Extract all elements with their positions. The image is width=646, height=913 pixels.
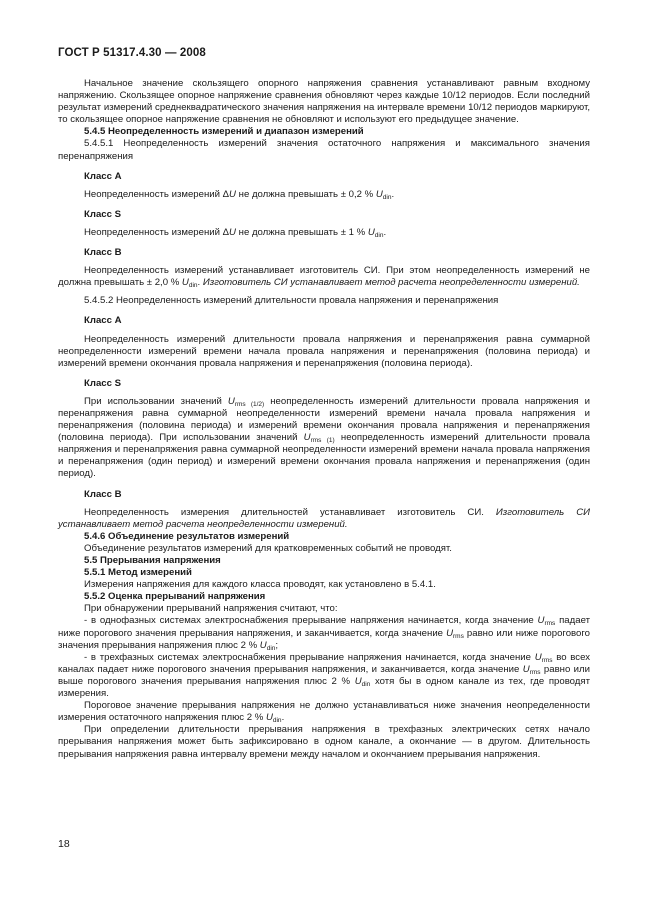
page-content	[58, 78, 590, 761]
paragraph-sliding-reference: Начальное значение скользящего опорного напряжения сравнения устанавливают равным входному напряжению. Скользящее опорное напряжение сравнения обновляют через каждые 10/12 периодов. Если последний результат измерений среднеквадратического значения напряжения на интервале времени 10/12 периодов маркируют, то скользящее опорное напряжение сравнения не обновляют и используют его предыдущее значение.	[58, 78, 590, 126]
section-heading-5-5-2: 5.5.2 Оценка прерываний напряжения	[84, 591, 266, 603]
class-b2-text: Неопределенность измерения длительностей устанавливает изготовитель СИ. Изготовитель СИ устанавливает метод расчета неопределенности измерений.	[58, 506, 590, 530]
document-header: ГОСТ Р 51317.4.30 — 2008	[58, 47, 206, 59]
class-b-heading: Класс В	[84, 247, 122, 259]
class-s2-heading: Класс S	[84, 377, 122, 389]
section-heading-5-5: 5.5 Прерывания напряжения	[84, 555, 221, 566]
class-s2-text: При использовании значений $U_{rms (1/2)}$ неопределенность измерений длительности провала напряжения и перенапряжения равна суммарной неопределенности измерений времени начала провала напряжения и перенапряжения (половина периода) и измерений времени окончания провала напряжения и перенапряжения (половина периода). При использовании значений $U_{rms (1)}$ неопределенность измерений длительности провала напряжения и перенапряжения равна суммарной неопределенности измерений времени начала провала напряжения и перенапряжения (один период) и измерений времени окончания провала напряжения и перенапряжения (один период).	[58, 395, 591, 480]
class-a-heading: Класс А	[84, 170, 122, 182]
section-heading-5-4-5: 5.4.5 Неопределенность измерений и диапазон измерений	[84, 126, 364, 138]
paragraph-5-4-5-1: 5.4.5.1 Неопределенность измерений значения остаточного напряжения и максимального значения перенапряжения	[58, 138, 590, 162]
list-item-single-phase: - в однофазных системах электроснабжения прерывание напряжения начинается, когда значение $U_{rms}$ падает ниже порогового значения прерывания напряжения, и заканчивается, когда значение $U_{rms}$ равно или ниже порогового значения прерывания напряжения плюс 2 % $U_{din}$;	[58, 615, 590, 652]
paragraph-5-5-1: Измерения напряжения для каждого класса проводят, как установлено в 5.4.1.	[84, 579, 436, 591]
class-b2-heading: Класс В	[84, 488, 122, 500]
section-heading-5-5-1: 5.5.1 Метод измерений	[84, 567, 192, 579]
paragraph-three-phase-duration: При определении длительности прерывания напряжения в трехфазных электрических сетях начало прерывания напряжения может быть зафиксировано в одном канале, а окончание — в другом. Длительность прерывания напряжения равна интервалу времени между началом и окончанием прерывания напряжения.	[58, 724, 590, 760]
paragraph-threshold: Пороговое значение прерывания напряжения не должно устанавливаться ниже значения неопределенности измерения остаточного напряжения плюс 2 % $U_{din}$.	[58, 700, 590, 725]
class-s-heading: Класс S	[84, 208, 122, 220]
class-s-text: Неопределенность измерений ΔU не должна превышать ± 1 % $U_{din}$.	[84, 226, 387, 239]
class-a-text: Неопределенность измерений ΔU не должна превышать ± 0,2 % $U_{din}$.	[84, 188, 395, 201]
paragraph-5-5-2: При обнаружении прерываний напряжения считают, что:	[84, 603, 338, 615]
page-number: 18	[58, 838, 70, 850]
class-a2-text: Неопределенность измерений длительности провала напряжения и перенапряжения равна суммарной неопределенности измерений времени начала провала напряжения и перенапряжения (половина периода) и измерений времени окончания провала напряжения и перенапряжения (половина периода).	[58, 333, 590, 369]
paragraph-5-4-5-2: 5.4.5.2 Неопределенность измерений длительности провала напряжения и перенапряжения	[84, 295, 499, 307]
paragraph-5-4-6: Объединение результатов измерений для кратковременных событий не проводят.	[84, 542, 452, 554]
list-item-three-phase: - в трехфазных системах электроснабжения прерывание напряжения начинается, когда значение $U_{rms}$ во всех каналах падает ниже порогового значения прерывания напряжения, и заканчивается, когда значение $U_{rms}$ равно или выше порогового значения прерывания напряжения плюс 2 % $U_{din}$ хотя бы в одном канале из тех, где проводят измерения.	[58, 651, 590, 700]
class-b-text: Неопределенность измерений устанавливает изготовитель СИ. При этом неопределенность измерений не должна превышать ± 2,0 % $U_{din}$. Изготовитель СИ устанавливает метод расчета неопределенности измерений.	[58, 265, 590, 290]
section-heading-5-4-6: 5.4.6 Объединение результатов измерений	[84, 530, 290, 542]
class-a2-heading: Класс А	[84, 315, 122, 327]
